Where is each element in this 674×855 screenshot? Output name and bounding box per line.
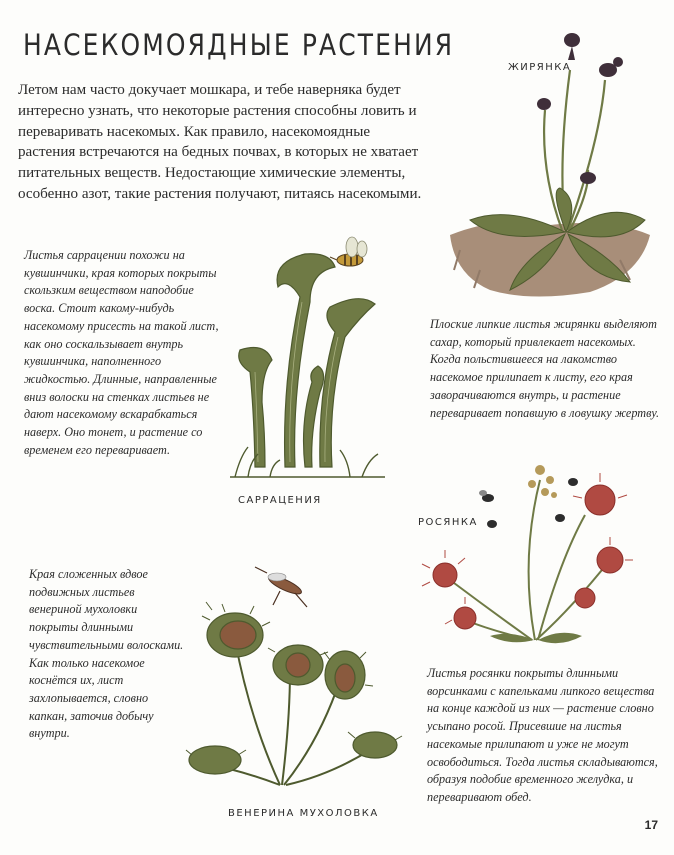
page-title: НАСЕКОМОЯДНЫЕ РАСТЕНИЯ: [23, 28, 455, 62]
sundew-label: РОСЯНКА: [418, 517, 478, 528]
butterwort-flowers: [537, 33, 623, 184]
flytrap-label: ВЕНЕРИНА МУХОЛОВКА: [228, 808, 379, 819]
sarracenia-caption: Листья саррацении похожи на кувшинчики, края которых покрыты скользким веществом наподобие воска. Стоит какому-нибудь насекомому присесть на такой лист, как оно соскальзывает внутрь кувшинчика, наполненного жидкостью. Длинные, направленные вниз волоски на стенках листьев не дают насекомому вскарабкаться наверх. Оно тонет, и растение со временем его переваривает.: [24, 248, 219, 457]
sundew-buds: [528, 465, 557, 498]
sarracenia-label: САРРАЦЕНИЯ: [238, 495, 322, 506]
sarracenia-illustration: [210, 232, 400, 482]
butterwort-caption: Плоские липкие листья жирянки выделяют сахар, который привлекает насекомых. Когда польстившееся на лакомство насекомое прилипает к листу, его края заворачиваются внутрь, и растение переваривает попавшую в ловушку жертву.: [430, 317, 660, 420]
intro-paragraph: Летом нам часто докучает мошкара, и тебе наверняка будет интересно узнать, что некоторые растения способны ловить и переваривать насекомых. Как правило, насекомоядные растения встречаются на бедных почвах, в которых не хватает питательных веществ. Недостающие химические элементы, особенно азот, такие растения получают, питаясь насекомыми.: [18, 82, 422, 202]
butterwort-label: ЖИРЯНКА: [508, 62, 572, 73]
sarracenia-pitchers: [239, 254, 375, 467]
flytrap-illustration: [180, 560, 412, 800]
sundew-caption: Листья росянки покрыты длинными ворсинками с капельками липкого вещества на конце каждой из них — растение словно усыпано росой. Присевшие на листья насекомые прилипают и уже не могут освободиться. Тогда листья складываются, образуя подобие временного желудка, и переваривают обед.: [427, 666, 658, 804]
flytrap-caption: Края сложенных вдвое подвижных листьев венериной мухоловки покрыты длинными чувствительными волосками. Как только насекомое коснётся их, лист захлопывается, словно капкан, заточив добычу внутри.: [29, 567, 184, 741]
flytrap-traps: [189, 613, 397, 774]
butterwort-stems: [544, 70, 605, 230]
wasp-icon: [255, 567, 307, 607]
sundew-base-leaves: [490, 633, 582, 643]
sundew-illustration: [410, 440, 660, 655]
page-number: 17: [644, 818, 658, 832]
bee-icon: [330, 237, 367, 266]
